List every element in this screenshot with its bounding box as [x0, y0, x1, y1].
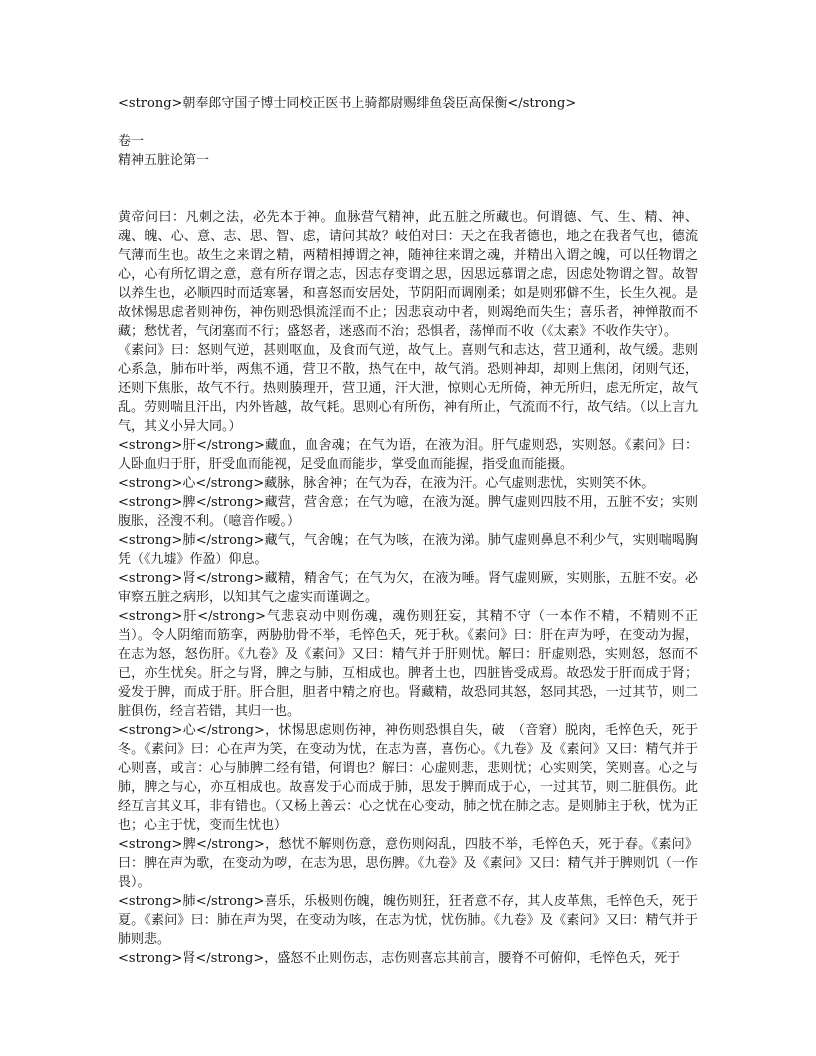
- paragraph-lung-stores: <strong>肺</strong>藏气，气舍魄；在气为咳，在液为涕。肺气虚则鼻息不利少气，实则喘喝胸凭（《九墟》作盈）仰息。: [118, 533, 698, 567]
- paragraph-suwen-nine-qi: 《素问》曰：怒则气逆，甚则呕血，及食而气逆，故气上。喜则气和志达，营卫通利，故气缓。悲则心系急，肺布叶举，两焦不通，营卫不散，热气在中，故气消。恐则神却，却则上焦闭，闭则气还，还则下焦胀，故气不行。热则腠理开，营卫通，汗大泄，惊则心无所倚，神无所归，虑无所定，故气乱。劳则喘且汗出，内外皆越，故气耗。思则心有所伤，神有所止，气流而不行，故气结。（以上言九气，其义小异大同。）: [118, 343, 698, 434]
- paragraph-intro: 黄帝问曰：凡刺之法，必先本于神。血脉营气精神，此五脏之所藏也。何谓德、气、生、精、神、魂、魄、心、意、志、思、智、虑，请问其故？岐伯对曰：天之在我者德也，地之在我者气也，德流气薄而生也。故生之来谓之精，两精相搏谓之神，随神往来谓之魂，并精出入谓之魄，可以任物谓之心，心有所忆谓之意，意有所存谓之志，因志存变谓之思，因思远慕谓之虑，因虑处物谓之智。故智以养生也，必顺四时而适寒暑，和喜怒而安居处，节阴阳而调刚柔；如是则邪僻不生，长生久视。是故怵惕思虑者则神伤，神伤则恐惧流淫而不止；因悲哀动中者，则竭绝而失生；喜乐者，神惮散而不藏；愁忧者，气闭塞而不行；盛怒者，迷惑而不治；恐惧者，荡惮而不收（《太素》不收作失守）。: [118, 210, 698, 339]
- paragraph-kidney-anger: <strong>肾</strong>，盛怒不止则伤志，志伤则喜忘其前言，腰脊不可俯仰，毛悴色夭，死于: [118, 951, 681, 966]
- paragraph-kidney-stores: <strong>肾</strong>藏精，精舍气；在气为欠，在液为唾。肾气虚则厥，实则胀，五脏不安。必审察五脏之病形，以知其气之虚实而谨调之。: [118, 571, 698, 605]
- paragraph-heart-fear: <strong>心</strong>，怵惕思虑则伤神，神伤则恐惧自失，破 （音窘）脱肉，毛悴色夭，死于冬。《素问》曰：心在声为笑，在变动为忧，在志为喜，喜伤心。《九卷》及《素问》又曰：精气并于心则喜，或言：心与肺脾二经有错，何谓也？解曰：心虚则悲，悲则忧；心实则笑，笑则喜。心之与肺，脾之与心，亦互相成也。故喜发于心而成于肺，思发于脾而成于心，一过其节，则二脏俱伤。此经互言其义耳，非有错也。（又杨上善云：心之忧在心变动，肺之忧在肺之志。是则肺主于秋，忧为正也；心主于忧，变而生忧也）: [118, 723, 698, 833]
- header-line: <strong>朝奉郎守国子博士同校正医书上骑都尉赐绯鱼袋臣高保衡</strong>: [118, 96, 577, 111]
- document-page: [118, 94, 698, 968]
- chapter-title: 精神五脏论第一: [118, 153, 210, 168]
- paragraph-spleen-stores: <strong>脾</strong>藏营，营舍意；在气为噫，在液为涎。脾气虚则四肢不用，五脏不安；实则腹胀，泾溲不利。（噫音作嗳。）: [118, 495, 698, 529]
- paragraph-liver-grief: <strong>肝</strong>气悲哀动中则伤魂，魂伤则狂妄，其精不守（一本作不精，不精则不正当）。令人阴缩而筋挛，两胁肋骨不举，毛悴色夭，死于秋。《素问》曰：肝在声为呼，在变动为握，在志为怒，怒伤肝。《九卷》及《素问》又曰：精气并于肝则忧。解曰：肝虚则恐，实则怒，怒而不已，亦生忧矣。肝之与肾，脾之与肺，互相成也。脾者土也，四脏皆受成焉。故恐发于肝而成于肾；爱发于脾，而成于肝。肝合胆，胆者中精之府也。肾藏精，故恐同其怒，怒同其恐，一过其节，则二脏俱伤，经言若错，其归一也。: [118, 609, 698, 719]
- paragraph-spleen-worry: <strong>脾</strong>，愁忧不解则伤意，意伤则闷乱，四肢不举，毛悴色夭，死于春。《素问》曰：脾在声为歌，在变动为哕，在志为思，思伤脾。《九卷》及《素问》又曰：精气并于脾则饥（一作畏）。: [118, 837, 698, 890]
- paragraph-heart-stores: <strong>心</strong>藏脉，脉舍神；在气为吞，在液为汗。心气虚则悲忧，实则笑不休。: [118, 476, 655, 491]
- volume-heading: 卷一: [118, 134, 145, 149]
- paragraph-lung-joy: <strong>肺</strong>喜乐，乐极则伤魄，魄伤则狂，狂者意不存，其人皮革焦，毛悴色夭，死于夏。《素问》曰：肺在声为哭，在变动为咳，在志为忧，忧伤肺。《九卷》及《素问》又曰：精气并于肺则悲。: [118, 894, 698, 947]
- paragraph-liver-stores: <strong>肝</strong>藏血，血舍魂；在气为语，在液为泪。肝气虚则恐，实则怒。《素问》曰：人卧血归于肝，肝受血而能视，足受血而能步，掌受血而能握，指受血而能摄。: [118, 438, 698, 472]
